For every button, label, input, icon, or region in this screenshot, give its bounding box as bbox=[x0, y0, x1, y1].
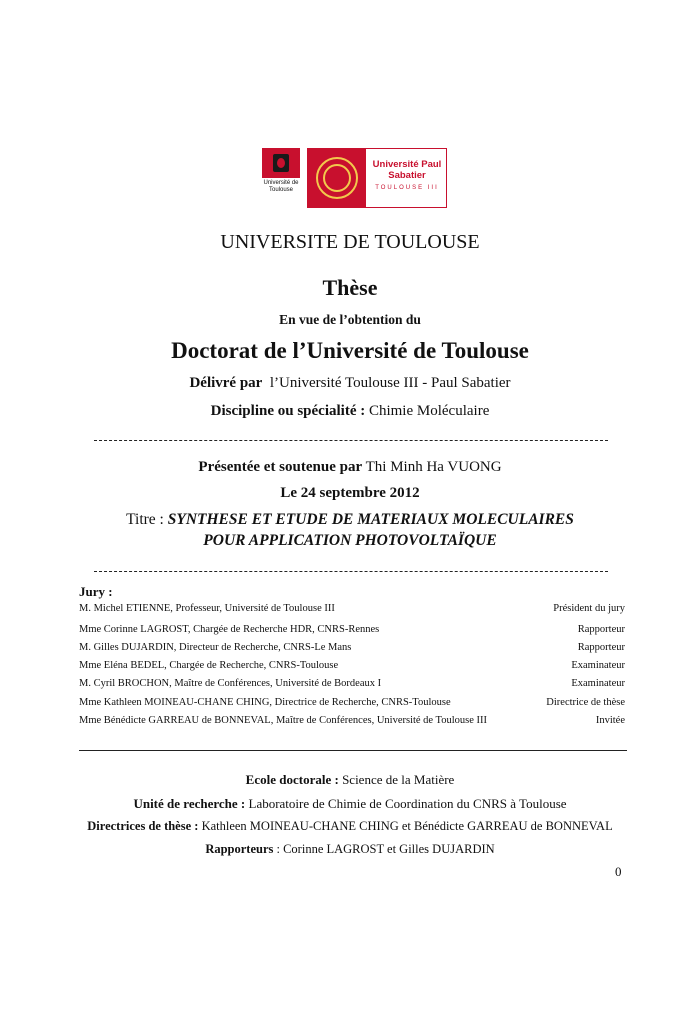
jury-role: Rapporteur bbox=[577, 642, 625, 653]
directrices-line bbox=[0, 819, 700, 834]
horizontal-rule bbox=[79, 750, 627, 751]
directrices-label: Directrices de thèse : bbox=[87, 819, 199, 833]
jury-row bbox=[79, 715, 625, 733]
paul-sabatier-logo bbox=[307, 148, 447, 208]
jury-role: Invitée bbox=[595, 715, 625, 726]
presentee-value: Thi Minh Ha VUONG bbox=[365, 459, 502, 475]
titre-label: Titre : bbox=[126, 511, 164, 528]
titre-text-1: SYNTHESE ET ETUDE DE MATERIAUX MOLECULAIRES bbox=[167, 511, 574, 528]
unite-line bbox=[0, 796, 700, 812]
discipline-label: Discipline ou spécialité : bbox=[210, 403, 366, 419]
dashed-divider bbox=[94, 571, 608, 572]
delivre-value: l’Université Toulouse III - Paul Sabatier bbox=[269, 375, 511, 391]
unite-label: Unité de recherche : bbox=[133, 796, 246, 811]
directrices-value: Kathleen MOINEAU-CHANE CHING et Bénédicte GARREAU de BONNEVAL bbox=[201, 819, 613, 833]
jury-row bbox=[79, 624, 625, 642]
jury-title: Jury : bbox=[79, 584, 113, 599]
ecole-doctorale-line bbox=[0, 772, 700, 788]
toulouse-logo-text: Université de Toulouse bbox=[263, 180, 299, 193]
jury-role: Directrice de thèse bbox=[546, 697, 625, 708]
jury-member: Mme Bénédicte GARREAU de BONNEVAL, Maître de Conférences, Université de Toulouse III bbox=[79, 715, 487, 726]
jury-member: M. Cyril BROCHON, Maître de Conférences, Université de Bordeaux I bbox=[79, 678, 382, 689]
discipline-line bbox=[0, 403, 700, 420]
jury-row bbox=[79, 697, 625, 715]
jury-role: Examinateur bbox=[571, 678, 625, 689]
dashed-divider bbox=[94, 440, 608, 441]
page-number: 0 bbox=[615, 864, 622, 879]
ups-name: Université Paul Sabatier bbox=[372, 159, 442, 181]
unite-value: Laboratoire de Chimie de Coordination du CNRS à Toulouse bbox=[248, 796, 567, 811]
jury-row bbox=[79, 642, 625, 660]
discipline-value: Chimie Moléculaire bbox=[368, 403, 490, 419]
rapporteurs-value: : Corinne LAGROST et Gilles DUJARDIN bbox=[276, 842, 495, 856]
presentee-line bbox=[0, 459, 700, 476]
rapporteurs-line bbox=[0, 842, 700, 857]
delivre-label: Délivré par bbox=[189, 375, 263, 391]
jury-row bbox=[79, 678, 625, 696]
university-title: UNIVERSITE DE TOULOUSE bbox=[220, 231, 480, 253]
ups-city: TOULOUSE III bbox=[375, 185, 439, 191]
jury-member: M. Michel ETIENNE, Professeur, Université de Toulouse III bbox=[79, 603, 335, 614]
these-title: Thèse bbox=[322, 275, 378, 300]
jury-role: Président du jury bbox=[553, 603, 625, 614]
jury-member: Mme Corinne LAGROST, Chargée de Recherche HDR, CNRS-Rennes bbox=[79, 624, 380, 635]
delivre-line bbox=[0, 375, 700, 392]
doctorat-title: Doctorat de l’Université de Toulouse bbox=[171, 338, 529, 363]
jury-row bbox=[79, 603, 625, 621]
paul-sabatier-emblem-icon bbox=[308, 149, 366, 207]
jury-member: Mme Eléna BEDEL, Chargée de Recherche, CNRS-Toulouse bbox=[79, 660, 339, 671]
toulouse-emblem-icon bbox=[262, 148, 300, 178]
jury-role: Examinateur bbox=[571, 660, 625, 671]
jury-member: M. Gilles DUJARDIN, Directeur de Recherche, CNRS-Le Mans bbox=[79, 642, 352, 653]
defense-date: Le 24 septembre 2012 bbox=[280, 485, 420, 501]
jury-role: Rapporteur bbox=[577, 624, 625, 635]
en-vue-line: En vue de l’obtention du bbox=[279, 312, 421, 327]
jury-row bbox=[79, 660, 625, 678]
titre-line-1 bbox=[0, 511, 700, 529]
rapporteurs-label: Rapporteurs bbox=[205, 842, 274, 856]
ecole-value: Science de la Matière bbox=[342, 772, 455, 787]
jury-member: Mme Kathleen MOINEAU-CHANE CHING, Directrice de Recherche, CNRS-Toulouse bbox=[79, 697, 451, 708]
ecole-label: Ecole doctorale : bbox=[245, 772, 339, 787]
titre-text-2: POUR APPLICATION PHOTOVOLTAÏQUE bbox=[203, 532, 497, 549]
universite-de-toulouse-logo bbox=[261, 148, 301, 204]
presentee-label: Présentée et soutenue par bbox=[198, 459, 363, 475]
